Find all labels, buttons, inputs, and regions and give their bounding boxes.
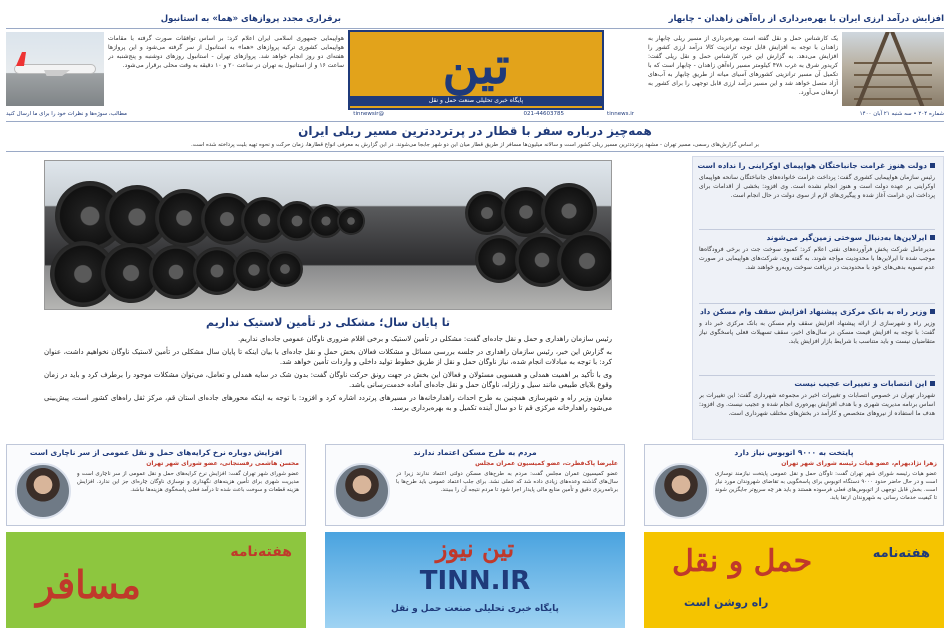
sidebar-item-body: مدیرعامل شرکت پخش فرآورده‌های نفتی اعلام کرد: کمبود سوخت جت در برخی فرودگاه‌ها موجب شده تا ایرلاین‌ها با محدودیت مواجه شوند. به گفته وی، شرکت‌های هواپیمایی در صورت عدم تسویه بدهی‌های خود با محدودیت در دریافت سوخت روبه‌رو خواهند شد. — [699, 246, 935, 271]
ad-mosafer[interactable] — [6, 532, 306, 628]
opinion-box — [644, 444, 944, 526]
feature-paragraph: رئیس سازمان راهداری و حمل و نقل جاده‌ای گفت: مشکلی در تأمین لاستیک و برخی اقلام ضروری ناوگان عمومی جاده‌ای نداریم. — [237, 335, 612, 343]
main-headline[interactable]: همه‌چیز درباره سفر با قطار در پرترددترین مسیر ریلی ایران — [298, 124, 652, 138]
news-sidebar — [692, 156, 944, 440]
opinion-title[interactable]: پایتخت به ۹۰۰۰ اتوبوس نیاز دارد — [734, 448, 854, 457]
opinion-title[interactable]: افزایش دوباره نرخ کرایه‌های حمل و نقل عمومی از سر ناچاری است — [29, 448, 283, 457]
feature-paragraph: وی با تأکید بر اهمیت همدلی و همسویی مسئولان و فعالان این بخش در جهت رونق حرکت ناوگان گفت: بدون شک در سایه همدلی و تعامل، می‌توان مشکلات موجود را برطرف کرد و باید در زمان وقوع بلایای طبیعی مانند سیل و زلزله، ناوگان حمل و نقل جاده‌ای آماده خدمت‌رسانی باشد. — [44, 371, 612, 389]
opinion-text: عضو شورای شهر تهران گفت: افزایش نرخ کرایه‌های حمل و نقل عمومی از سر ناچاری است و مدیریت شهری برای تأمین هزینه‌های نگهداری و نوسازی ناوگان چاره‌ای جز این ندارد. افزایش هزینه قطعات و سوخت باعث شده تا درآمد فعلی پاسخگوی هزینه‌ها نباشد. — [77, 471, 299, 493]
opinion-text: عضو هیات رئیسه شورای شهر تهران گفت: ناوگان حمل و نقل عمومی پایتخت نیازمند نوسازی است و در حال حاضر حدود ۹۰۰۰ دستگاه اتوبوس برای پاسخگویی به تقاضای شهروندان مورد نیاز است. بخش قابل توجهی از اتوبوس‌های فعلی فرسوده هستند و باید هر چه سریع‌تر جایگزین شوند تا کیفیت خدمات رسانی به شهروندان ارتقا یابد. — [715, 471, 937, 501]
sidebar-item-body: رئیس سازمان هواپیمایی کشوری گفت: پرداخت غرامت خانواده‌های جانباختگان سانحه هواپیمای اوکراینی بر عهده دولت است و هنوز انجام نشده است. وی افزود: بخشی از اقدامات برای پرداخت این غرامت آغاز شده و پیگیری‌های لازم از سوی دولت در حال انجام است. — [699, 174, 935, 199]
opinion-author: زهرا نژادبهرام، عضو هیات رئیسه شورای شهر تهران — [781, 460, 937, 467]
opinion-title[interactable]: مردم به طرح مسکن اعتماد ندارند — [413, 448, 537, 457]
site-link[interactable]: tinnews.ir — [607, 111, 634, 117]
issue-date: شماره ۲۰۴ • سه شنبه ۲۱ آبان ۱۴۰۰ — [859, 111, 944, 117]
feature-headline[interactable]: تا پایان سال؛ مشکلی در تأمین لاستیک نداریم — [206, 316, 450, 329]
sidebar-item-body: وزیر راه و شهرسازی از ارائه پیشنهاد افزایش سقف وام مسکن به بانک مرکزی خبر داد و گفت: با توجه به افزایش قیمت مسکن در سال‌های اخیر، سقف تسهیلات فعلی پاسخگوی نیاز متقاضیان نیست و باید متناسب با شرایط بازار افزایش یابد. — [699, 320, 935, 345]
info-bar — [6, 110, 944, 120]
author-avatar — [653, 463, 709, 519]
sidebar-item-title[interactable]: این انتصابات و تغییرات عجیب نیست — [794, 379, 935, 388]
author-avatar — [15, 463, 71, 519]
opinion-box — [325, 444, 625, 526]
sidebar-divider — [699, 229, 935, 230]
sidebar-item-title[interactable]: دولت هنوز غرامت جانباختگان هواپیمای اوکراینی را نداده است — [698, 161, 935, 170]
rail-news-headline[interactable]: افزایش درآمد ارزی ایران با بهره‌برداری از راه‌آهن زاهدان - چابهار — [668, 14, 944, 24]
ad-hamlonaghl[interactable] — [644, 532, 944, 628]
opinion-author: علیرضا پاک‌فطرت، عضو کمیسیون عمران مجلس — [475, 460, 618, 467]
ad-tagline: راه روشن است — [684, 596, 769, 609]
airline-news-headline[interactable]: برقراری مجدد پروازهای «هما» به استانبول — [160, 14, 341, 24]
airplane-photo — [6, 32, 104, 106]
ad-label: هفته‌نامه — [230, 544, 292, 560]
ad-tagline: پایگاه خبری تحلیلی صنعت حمل و نقل — [391, 604, 559, 614]
logo-tagline: پایگاه خبری تحلیلی صنعت حمل و نقل — [428, 97, 524, 104]
social-handle[interactable]: @tinnewsir — [353, 111, 384, 117]
opinion-box — [6, 444, 306, 526]
feature-paragraph: معاون وزیر راه و شهرسازی همچنین به طرح احداث راهدارخانه‌ها در مسیرهای پرتردد اشاره کرد و افزود: با توجه به اینکه محورهای جاده‌ای استان قم، مرکز ثقل راه‌های کشور است، پیش‌بینی می‌شود راهدارخانه مرکزی قم تا دو سال آینده تکمیل و به بهره‌برداری برسد. — [44, 394, 612, 412]
ad-domain: TINN.IR — [419, 566, 531, 596]
sidebar-item-title[interactable]: ایرلاین‌ها به‌دنبال سوختی زمین‌گیر می‌شوند — [766, 233, 935, 242]
sidebar-item-body: شهردار تهران در خصوص انتصابات و تغییرات اخیر در مجموعه شهرداری گفت: این تغییرات بر اساس برنامه مدیریت شهری و با هدف افزایش بهره‌وری انجام شده و عجیب نیست. وی افزود: هدف ما استفاده از نیروهای متخصص و کارآمد در بخش‌های مختلف شهرداری است. — [699, 392, 935, 417]
top-divider — [6, 28, 944, 29]
ad-tinnews[interactable] — [325, 532, 625, 628]
railway-photo — [842, 32, 944, 106]
main-divider — [6, 151, 944, 152]
sidebar-divider — [699, 303, 935, 304]
feature-paragraph: به گزارش این خبر، رئیس سازمان راهداری در جلسه بررسی مسائل و مشکلات فعالان بخش حمل و نقل جاده‌ای با بیان اینکه تا پایان سال مشکلی در تأمین لاستیک ناوگان نخواهیم داشت، عنوان کرد: با توجه به مبادلات انجام شده، نیاز ناوگان حمل و نقل از طریق خطوط تولید داخلی و واردات تأمین خواهد شد. — [44, 348, 612, 366]
phone-number: 021-44603785 — [523, 111, 564, 117]
opinion-author: محسن هاشمی رفسنجانی، عضو شورای شهر تهران — [146, 460, 299, 467]
tyres-photo — [44, 160, 612, 310]
ad-title: مسافر — [36, 562, 141, 607]
ad-title: تین نیوز — [435, 534, 515, 563]
ad-title: حمل و نقل — [672, 544, 813, 579]
logo-strip — [348, 96, 604, 106]
author-avatar — [334, 463, 390, 519]
logo-wordmark: تین — [442, 36, 510, 95]
contact-note: مطالب، سوژه‌ها و نظرات خود را برای ما ارسال کنید — [6, 111, 127, 117]
rail-news-body: یک کارشناس حمل و نقل گفته است بهره‌برداری از مسیر ریلی چابهار به زاهدان با توجه به افزایش قابل توجه ترانزیت کالا درآمد ارزی کشور را افزایش می‌دهد. به گزارش این خبر، کارشناس حمل و نقل ریلی گفت: کریدور شرق به غرب ۴۷۸ کیلومتر مسیر راه‌آهن زاهدان - چابهار است که با تکمیل آن مسیر ترانزیتی کشورهای آسیای میانه از طریق چابهار به آب‌های آزاد متصل خواهد شد و این مسیر درآمد ارزی قابل توجهی را برای کشور به ارمغان می‌آورد. — [648, 35, 838, 96]
sidebar-item-title[interactable]: وزیر راه به بانک مرکزی پیشنهاد افزایش سقف وام مسکن داد — [700, 307, 935, 316]
sidebar-divider — [699, 375, 935, 376]
ad-label: هفته‌نامه — [872, 546, 930, 561]
feature-body — [44, 334, 612, 438]
airline-news-body: هواپیمایی جمهوری اسلامی ایران اعلام کرد: بر اساس توافقات صورت گرفته با مقامات هواپیمایی کشوری ترکیه پروازهای «هما» به استانبول از سر گرفته می‌شود و این پروازها هفته‌ای دو روز انجام خواهد شد. پروازهای تهران - استانبول روزهای دوشنبه و پنج‌شنبه در ساعت ۱۶ و از استانبول به تهران در ساعت ۲۰ و ۱۰ دقیقه به وقت محلی برقرار می‌شود. — [108, 35, 344, 69]
main-lead: بر اساس گزارش‌های رسمی، مسیر تهران - مشهد پرترددترین مسیر ریلی کشور است و سالانه میلیون‌ها مسافر از طریق قطار میان این دو شهر جابجا می‌شوند. در این گزارش به معرفی انواع قطارها، زمان حرکت و نحوه تهیه بلیت پرداخته شده است. — [190, 142, 760, 148]
opinion-text: عضو کمیسیون عمران مجلس گفت: مردم به طرح‌های مسکن دولتی اعتماد ندارند زیرا در سال‌های گذشته وعده‌های زیادی داده شد که عملی نشد. برای جلب اعتماد عمومی باید طرح‌ها با برنامه‌ریزی دقیق و تأمین منابع مالی پایدار اجرا شود تا مردم نتیجه آن را ببینند. — [396, 471, 618, 493]
